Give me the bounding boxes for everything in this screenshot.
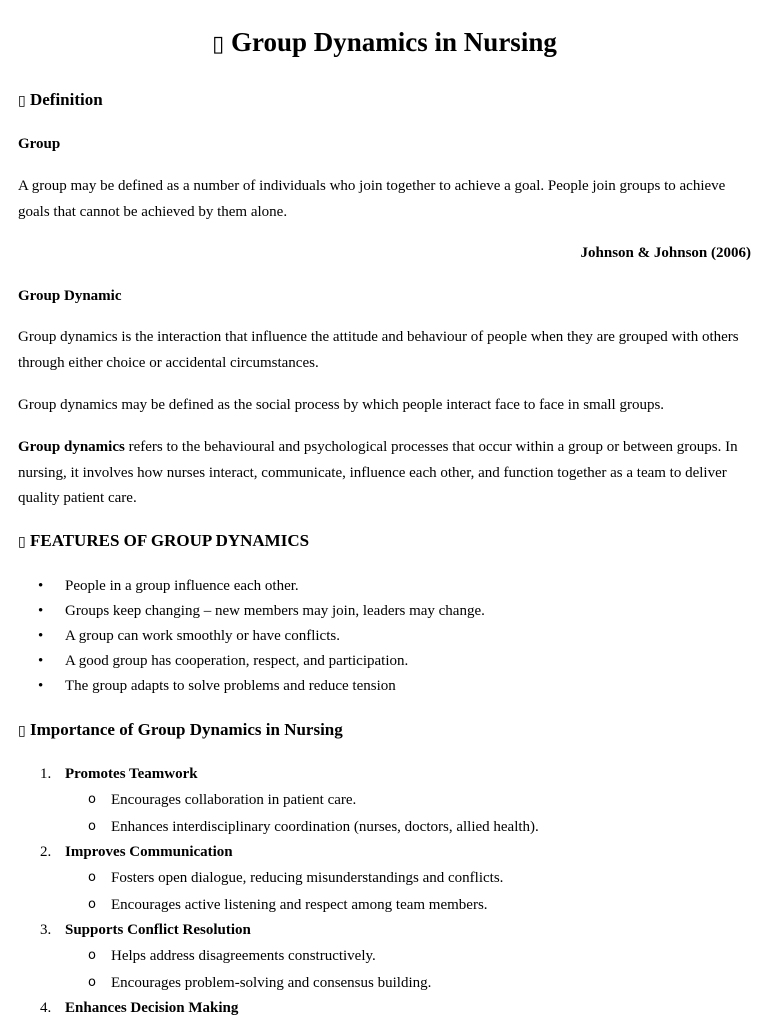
page-title-text: Group Dynamics in Nursing: [231, 27, 557, 57]
group-dynamic-text-1: Group dynamics is the interaction that influence the attitude and behaviour of people when they are grouped with others through either choice or accidental circumstances.: [18, 329, 739, 371]
list-item: • Groups keep changing – new members may join, leaders may change.: [18, 599, 751, 624]
group-dynamics-description: refers to the behavioural and psychological processes that occur within a group or between groups. In nursing, it involves how nurses interact, communicate, influence each other, and function together as a team to deliver quality patient care.: [18, 439, 738, 506]
group-dynamic-text-3: [18, 435, 751, 512]
group-dynamics-bold-term: Group dynamics: [18, 439, 125, 455]
importance-heading-text: Importance of Group Dynamics in Nursing: [29, 720, 343, 739]
sub-list: [65, 865, 751, 918]
sub-list-item: o Fosters open dialogue, reducing misunderstandings and conflicts.: [65, 865, 751, 892]
importance-item: [18, 840, 751, 918]
item-title: Supports Conflict Resolution: [65, 922, 251, 938]
sub-list-item: o Encourages collaboration in patient care.: [65, 787, 751, 814]
sub-list-item: o Enhances interdisciplinary coordination (nurses, doctors, allied health).: [65, 814, 751, 841]
group-definition-text: A group may be defined as a number of individuals who join together to achieve a goal. People join groups to achieve goals that cannot be achieved by them alone.: [18, 178, 726, 220]
importance-item: [18, 762, 751, 840]
group-dynamic-text-2: Group dynamics may be defined as the social process by which people interact face to face in small groups.: [18, 397, 665, 413]
list-item: • A group can work smoothly or have conflicts.: [18, 624, 751, 649]
sub-list: [65, 787, 751, 840]
features-heading: [18, 530, 309, 553]
importance-item: [18, 996, 751, 1021]
list-item: • People in a group influence each other.: [18, 574, 751, 599]
item-title: Improves Communication: [65, 844, 233, 860]
item-number: 1.: [40, 766, 52, 782]
missing-glyph-icon: ▯: [18, 723, 26, 739]
item-number: 2.: [40, 844, 52, 860]
definition-heading-text: Definition: [29, 90, 103, 109]
importance-list: [18, 762, 751, 1021]
list-item: • A good group has cooperation, respect, and participation.: [18, 649, 751, 674]
citation: Johnson & Johnson (2006): [580, 245, 751, 261]
definition-heading: [18, 89, 103, 112]
list-item: • The group adapts to solve problems and reduce tension: [18, 674, 751, 699]
missing-glyph-icon: ▯: [18, 534, 26, 550]
item-number: 3.: [40, 922, 52, 938]
importance-item: [18, 918, 751, 996]
importance-heading: [18, 719, 343, 742]
item-title: Enhances Decision Making: [65, 1000, 239, 1016]
sub-list-item: o Encourages problem-solving and consensus building.: [65, 970, 751, 997]
page-title: [18, 24, 751, 63]
missing-glyph-icon: ▯: [18, 93, 26, 109]
group-dynamic-label: Group Dynamic: [18, 288, 122, 304]
item-number: 4.: [40, 1000, 52, 1016]
sub-list: [65, 943, 751, 996]
features-heading-text: FEATURES OF GROUP DYNAMICS: [29, 531, 310, 550]
sub-list-item: o Helps address disagreements constructively.: [65, 943, 751, 970]
item-title: Promotes Teamwork: [65, 766, 198, 782]
sub-list-item: o Encourages active listening and respect among team members.: [65, 892, 751, 919]
missing-glyph-icon: ▯: [212, 32, 225, 57]
group-label: Group: [18, 136, 61, 152]
features-list: [18, 574, 751, 699]
